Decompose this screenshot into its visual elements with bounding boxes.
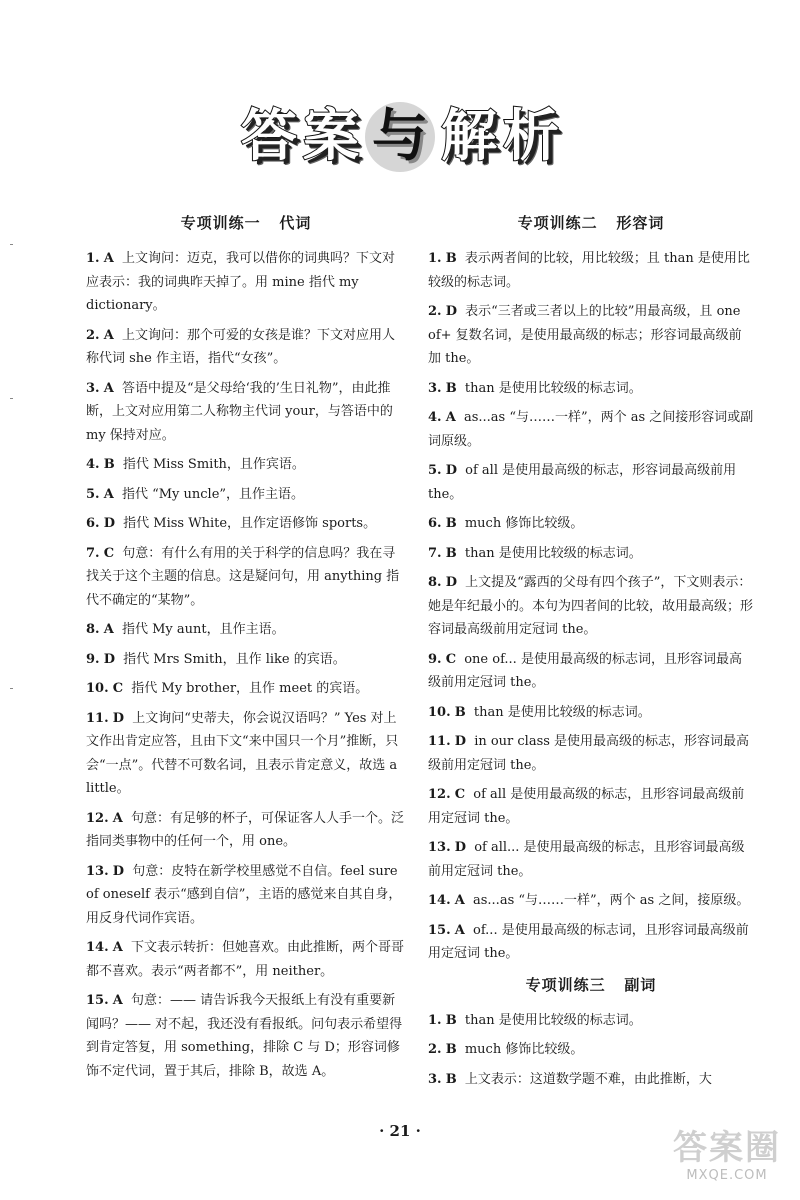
item-explanation: than 是使用比较级的标志词。 bbox=[473, 704, 651, 720]
item-answer: C bbox=[112, 681, 124, 696]
watermark-url: MXQE.COM bbox=[686, 1168, 768, 1183]
answer-item bbox=[428, 889, 754, 913]
item-explanation: one of... 是使用最高级的标志词，且形容词最高级前用定冠词 the。 bbox=[428, 651, 742, 690]
item-answer: B bbox=[445, 1071, 457, 1087]
margin-mark bbox=[10, 398, 13, 399]
item-explanation: 上文询问：那个可爱的女孩是谁？下文对应用人称代词 she 作主语，指代“女孩”。 bbox=[86, 327, 395, 366]
answer-item bbox=[86, 542, 406, 613]
title-char: 析 bbox=[503, 104, 559, 169]
item-answer: A bbox=[454, 893, 465, 908]
item-explanation: 指代 Miss White，且作定语修饰 sports。 bbox=[123, 516, 377, 531]
answer-item bbox=[86, 677, 406, 701]
item-number: 13. bbox=[428, 840, 451, 855]
item-number: 3. bbox=[428, 380, 442, 396]
section-heading: 专项训练一 代词 bbox=[180, 214, 312, 232]
item-answer: D bbox=[454, 734, 467, 749]
answer-item bbox=[428, 1038, 754, 1062]
item-number: 9. bbox=[86, 651, 100, 667]
item-number: 4. bbox=[428, 410, 442, 425]
item-answer: D bbox=[454, 840, 467, 855]
item-number: 9. bbox=[428, 651, 442, 667]
item-answer: A bbox=[454, 922, 465, 938]
item-answer: D bbox=[103, 516, 115, 531]
item-explanation: 指代 Miss Smith，且作宾语。 bbox=[122, 457, 305, 472]
item-number: 6. bbox=[86, 516, 100, 531]
title-char: 解 bbox=[441, 104, 497, 169]
item-number: 2. bbox=[86, 327, 100, 343]
item-explanation: 句意：—— 请告诉我今天报纸上有没有重要新闻吗？—— 对不起，我还没有看报纸。问句表示希望得到肯定答复，用 something，排除 C 与 D；形容词修饰不定代词，置于其后，排除 B，故选 A。 bbox=[86, 993, 403, 1079]
item-answer: D bbox=[445, 463, 457, 478]
item-explanation: than 是使用比较级的标志词。 bbox=[464, 1012, 642, 1028]
item-explanation: 表示“三者或三者以上的比较”用最高级，且 one of+ 复数名词，是使用最高级的标志；形容词最高级前加 the。 bbox=[428, 304, 742, 366]
item-explanation: in our class 是使用最高级的标志，形容词最高级前用定冠词 the。 bbox=[428, 734, 750, 773]
answer-item bbox=[428, 730, 754, 777]
item-answer: A bbox=[103, 251, 114, 266]
title-char: 答 bbox=[241, 104, 297, 169]
item-number: 11. bbox=[428, 734, 451, 749]
item-answer: A bbox=[112, 940, 123, 955]
item-number: 7. bbox=[86, 545, 100, 561]
left-column bbox=[86, 212, 406, 1089]
item-explanation: 指代 Mrs Smith，且作 like 的宾语。 bbox=[123, 651, 346, 667]
item-answer: A bbox=[103, 622, 114, 637]
watermark-logo bbox=[668, 1128, 786, 1192]
item-number: 13. bbox=[86, 863, 109, 879]
page-number: · 21 · bbox=[379, 1122, 421, 1140]
answer-item bbox=[428, 919, 754, 966]
answer-item bbox=[86, 483, 406, 507]
answer-item bbox=[86, 377, 406, 448]
item-explanation: 上文提及“露西的父母有四个孩子”，下文则表示：她是年纪最小的。本句为四者间的比较，故用最高级；形容词最高级前用定冠词 the。 bbox=[428, 575, 754, 637]
margin-mark bbox=[10, 688, 13, 689]
item-number: 7. bbox=[428, 545, 442, 561]
answer-item bbox=[428, 459, 754, 506]
answer-item bbox=[86, 247, 406, 318]
answer-item bbox=[86, 807, 406, 854]
item-explanation: 答语中提及“是父母给‘我的’生日礼物”，由此推断，上文对应用第二人称物主代词 your，与答语中的 my 保持对应。 bbox=[86, 380, 393, 443]
margin-mark bbox=[10, 244, 13, 245]
item-answer: D bbox=[103, 651, 115, 667]
answer-item bbox=[428, 512, 754, 536]
item-explanation: much 修饰比较级。 bbox=[464, 516, 584, 531]
section-heading: 专项训练二 形容词 bbox=[517, 214, 665, 232]
item-answer: D bbox=[445, 304, 457, 319]
item-explanation: 下文表示转折：但她喜欢。由此推断，两个哥哥都不喜欢。表示“两者都不”，用 neither。 bbox=[86, 940, 405, 979]
item-number: 15. bbox=[428, 922, 451, 938]
answer-item bbox=[428, 377, 754, 401]
item-explanation: 指代 My aunt，且作主语。 bbox=[121, 622, 285, 637]
item-explanation: than 是使用比较级的标志词。 bbox=[464, 545, 642, 561]
item-answer: A bbox=[445, 410, 456, 425]
item-number: 6. bbox=[428, 516, 442, 531]
item-explanation: of all... 是使用最高级的标志，且形容词最高级前用定冠词 the。 bbox=[428, 840, 745, 879]
answer-item bbox=[428, 247, 754, 294]
item-answer: B bbox=[445, 380, 457, 396]
item-explanation: of all 是使用最高级的标志，形容词最高级前用 the。 bbox=[428, 463, 737, 502]
item-number: 1. bbox=[428, 1012, 442, 1028]
answer-item bbox=[86, 989, 406, 1083]
item-number: 8. bbox=[86, 622, 100, 637]
answer-item bbox=[86, 512, 406, 536]
item-answer: B bbox=[445, 1042, 457, 1057]
page-title bbox=[0, 92, 800, 182]
item-number: 5. bbox=[428, 463, 442, 478]
item-answer: B bbox=[445, 1012, 457, 1028]
item-answer: C bbox=[454, 787, 466, 802]
item-answer: B bbox=[445, 545, 457, 561]
item-answer: B bbox=[445, 251, 457, 266]
item-number: 2. bbox=[428, 304, 442, 319]
item-number: 5. bbox=[86, 486, 100, 502]
answer-item bbox=[86, 648, 406, 672]
answer-item bbox=[428, 1068, 754, 1092]
item-number: 14. bbox=[86, 940, 109, 955]
item-answer: A bbox=[112, 993, 123, 1008]
answer-item bbox=[86, 453, 406, 477]
item-explanation: than 是使用比较级的标志词。 bbox=[464, 380, 642, 396]
item-explanation: as...as “与……一样”，两个 as 之间，接原级。 bbox=[473, 893, 750, 908]
title-char: 与 bbox=[365, 102, 435, 172]
answer-item bbox=[86, 324, 406, 371]
item-answer: D bbox=[112, 710, 125, 726]
item-explanation: much 修饰比较级。 bbox=[464, 1042, 584, 1057]
item-answer: A bbox=[103, 380, 114, 396]
item-answer: A bbox=[103, 327, 114, 343]
item-answer: A bbox=[103, 486, 114, 502]
answer-item bbox=[428, 836, 754, 883]
item-number: 14. bbox=[428, 893, 451, 908]
item-number: 12. bbox=[86, 810, 109, 826]
item-explanation: of... 是使用最高级的标志词，且形容词最高级前用定冠词 the。 bbox=[428, 922, 749, 961]
item-number: 10. bbox=[86, 681, 109, 696]
answer-item bbox=[428, 300, 754, 371]
right-column bbox=[428, 212, 754, 1097]
item-answer: B bbox=[454, 704, 466, 720]
item-number: 15. bbox=[86, 993, 109, 1008]
answer-item bbox=[428, 648, 754, 695]
item-answer: B bbox=[445, 516, 457, 531]
answer-item bbox=[86, 936, 406, 983]
section-heading: 专项训练三 副词 bbox=[525, 975, 657, 994]
item-number: 11. bbox=[86, 710, 109, 726]
item-explanation: 句意：皮特在新学校里感觉不自信。feel sure of oneself 表示“感到自信”，主语的感觉来自其自身，用反身代词作宾语。 bbox=[86, 863, 402, 926]
item-explanation: 句意：有足够的杯子，可保证客人人手一个。泛指同类事物中的任何一个，用 one。 bbox=[86, 810, 405, 849]
answer-item bbox=[86, 618, 406, 642]
answer-list bbox=[428, 1009, 754, 1092]
item-explanation: 句意：有什么有用的关于科学的信息吗？我在寻找关于这个主题的信息。这是疑问句，用 anything 指代不确定的“某物”。 bbox=[86, 545, 400, 608]
item-answer: D bbox=[445, 575, 457, 590]
answer-item bbox=[86, 707, 406, 801]
item-answer: B bbox=[103, 457, 115, 472]
item-number: 8. bbox=[428, 575, 442, 590]
item-number: 3. bbox=[86, 380, 100, 396]
item-number: 1. bbox=[428, 251, 442, 266]
item-number: 1. bbox=[86, 251, 100, 266]
item-answer: C bbox=[445, 651, 457, 667]
answer-item bbox=[428, 571, 754, 642]
item-number: 3. bbox=[428, 1071, 442, 1087]
item-explanation: 上文询问“史蒂夫，你会说汉语吗？” Yes 对上文作出肯定应答，且由下文“来中国只一个月”推断，只会“一点”。代替不可数名词，且表示肯定意义，故选 a little。 bbox=[86, 710, 399, 796]
answer-item bbox=[86, 860, 406, 931]
item-explanation: as...as “与……一样”，两个 as 之间接形容词或副词原级。 bbox=[428, 410, 754, 449]
answer-item bbox=[428, 542, 754, 566]
item-answer: A bbox=[112, 810, 123, 826]
item-answer: D bbox=[112, 863, 125, 879]
item-number: 12. bbox=[428, 787, 451, 802]
item-explanation: 表示两者间的比较，用比较级；且 than 是使用比较级的标志词。 bbox=[428, 251, 750, 290]
item-explanation: 上文表示：这道数学题不难，由此推断，大 bbox=[464, 1071, 712, 1087]
item-explanation: 指代 My brother，且作 meet 的宾语。 bbox=[131, 681, 369, 696]
answer-list bbox=[86, 247, 406, 1083]
answer-item bbox=[428, 406, 754, 453]
answer-item bbox=[428, 701, 754, 725]
item-explanation: 指代 “My uncle”，且作主语。 bbox=[121, 486, 305, 502]
item-answer: C bbox=[103, 545, 115, 561]
item-number: 10. bbox=[428, 704, 451, 720]
answer-list bbox=[428, 247, 754, 966]
item-number: 4. bbox=[86, 457, 100, 472]
item-explanation: 上文询问：迈克，我可以借你的词典吗？下文对应表示：我的词典昨天掉了。用 mine 指代 my dictionary。 bbox=[86, 251, 395, 313]
item-explanation: of all 是使用最高级的标志，且形容词最高级前用定冠词 the。 bbox=[428, 787, 745, 826]
title-char: 案 bbox=[303, 104, 359, 169]
answer-item bbox=[428, 1009, 754, 1033]
item-number: 2. bbox=[428, 1042, 442, 1057]
answer-item bbox=[428, 783, 754, 830]
watermark-logo-text: 答案圈 bbox=[673, 1128, 781, 1168]
